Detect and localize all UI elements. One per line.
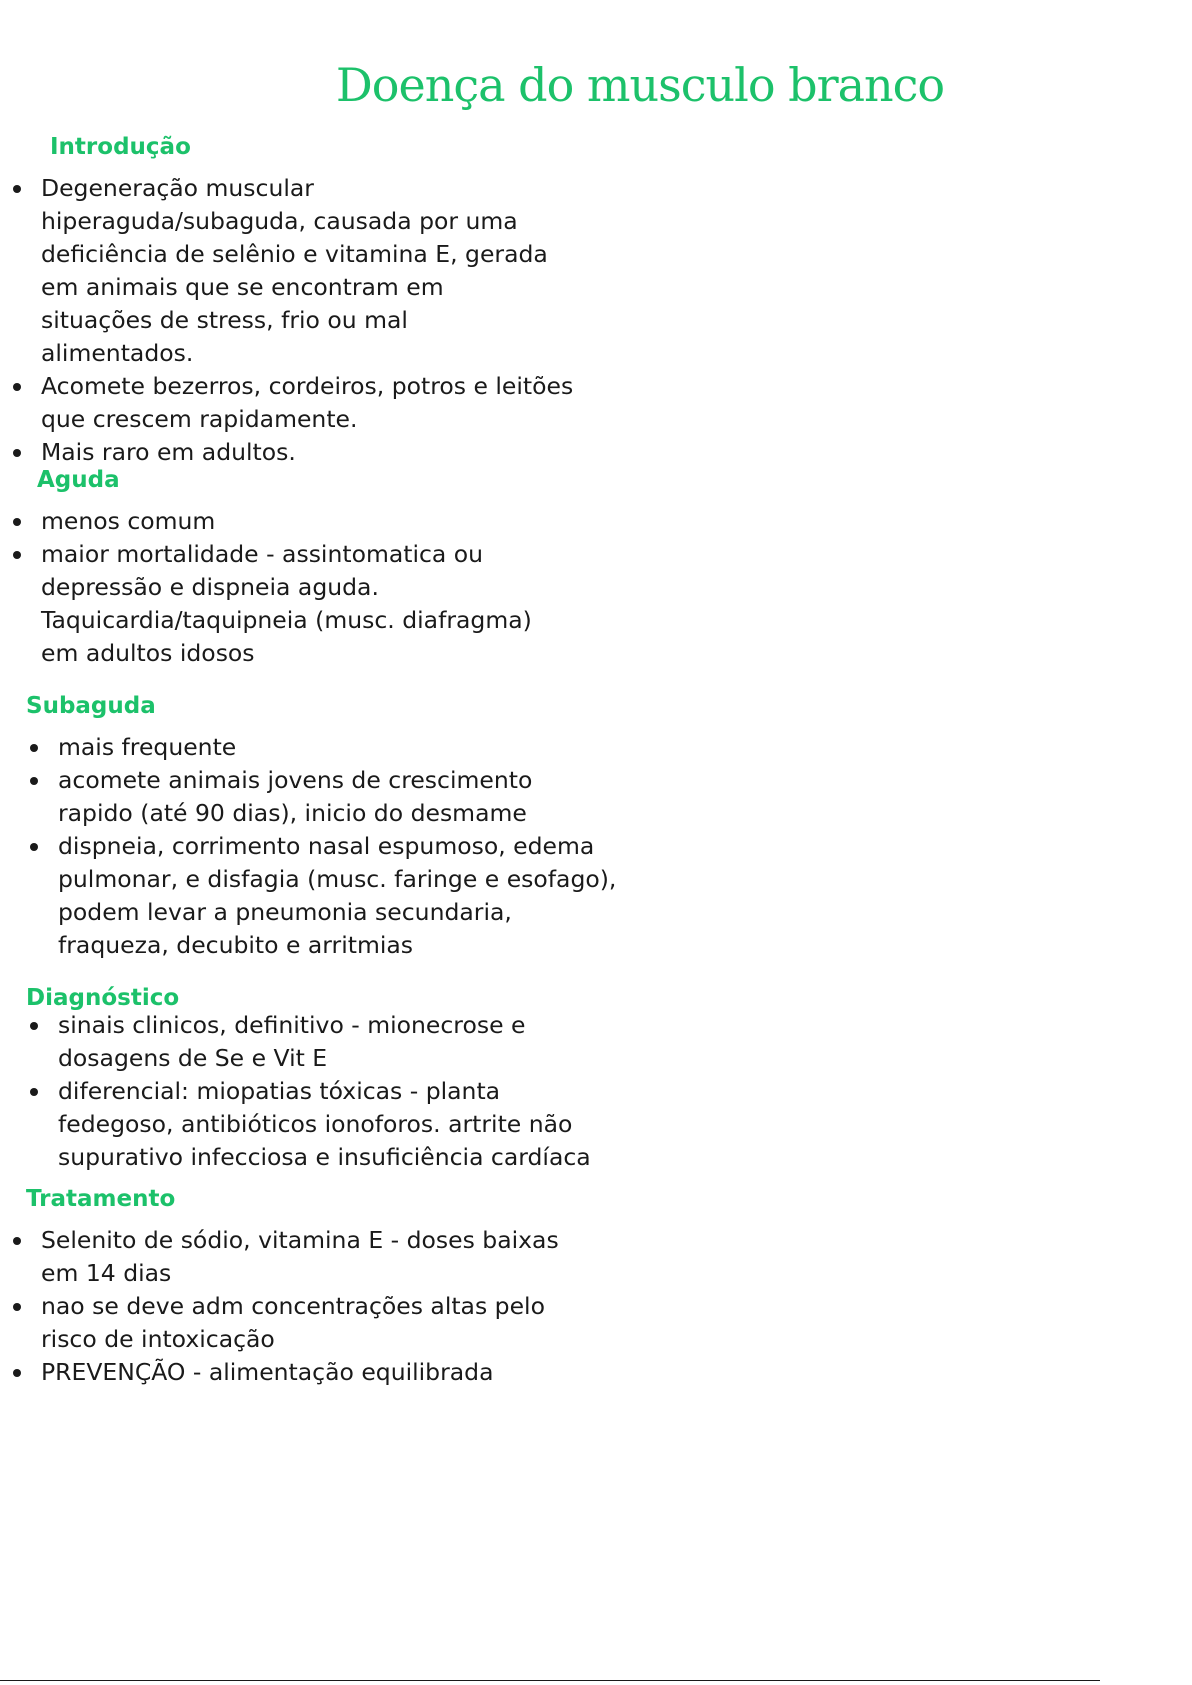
section-heading-tratamento: Tratamento — [26, 1186, 176, 1212]
list-item: nao se deve adm concentrações altas pelo risco de intoxicação — [41, 1290, 561, 1356]
list-item: Selenito de sódio, vitamina E - doses baixas em 14 dias — [41, 1224, 571, 1290]
bullet-list-subaguda — [58, 731, 640, 962]
section-heading-diagnostico: Diagnóstico — [26, 985, 180, 1011]
section-tratamento — [0, 1184, 640, 1389]
section-heading-subaguda: Subaguda — [26, 693, 156, 719]
section-diagnostico — [0, 983, 640, 1174]
list-item: PREVENÇÃO - alimentação equilibrada — [41, 1356, 640, 1389]
section-heading-introducao: Introdução — [50, 134, 191, 160]
list-item: menos comum — [41, 505, 640, 538]
bottom-divider — [0, 1680, 1100, 1681]
list-item: mais frequente — [58, 731, 640, 764]
section-aguda — [0, 465, 640, 670]
list-item: sinais clinicos, definitivo - mionecrose e dosagens de Se e Vit E — [58, 1009, 548, 1075]
bullet-list-diagnostico — [58, 1009, 640, 1174]
bullet-list-aguda — [41, 505, 640, 670]
section-introducao — [0, 132, 640, 469]
list-item: diferencial: miopatias tóxicas - planta fedegoso, antibióticos ionoforos. artrite não supurativo infecciosa e insuficiência cardíaca — [58, 1075, 618, 1174]
list-item: Degeneração muscular hiperaguda/subaguda, causada por uma deficiência de selênio e vitamina E, gerada em animais que se encontram em situações de stress, frio ou mal alimentados. — [41, 172, 561, 370]
list-item: Mais raro em adultos. — [41, 436, 591, 469]
page-title: Doença do musculo branco — [335, 58, 945, 112]
bullet-list-tratamento — [41, 1224, 640, 1389]
list-item: maior mortalidade - assintomatica ou depressão e dispneia aguda. Taquicardia/taquipneia (musc. diafragma) em adultos idosos — [41, 538, 571, 670]
section-subaguda — [0, 691, 640, 962]
section-heading-aguda: Aguda — [37, 467, 120, 493]
bullet-list-introducao — [41, 172, 591, 469]
list-item: dispneia, corrimento nasal espumoso, edema pulmonar, e disfagia (musc. faringe e esofago), podem levar a pneumonia secundaria, fraqueza, decubito e arritmias — [58, 830, 618, 962]
list-item: Acomete bezerros, cordeiros, potros e leitões que crescem rapidamente. — [41, 370, 581, 436]
list-item: acomete animais jovens de crescimento rapido (até 90 dias), inicio do desmame — [58, 764, 558, 830]
